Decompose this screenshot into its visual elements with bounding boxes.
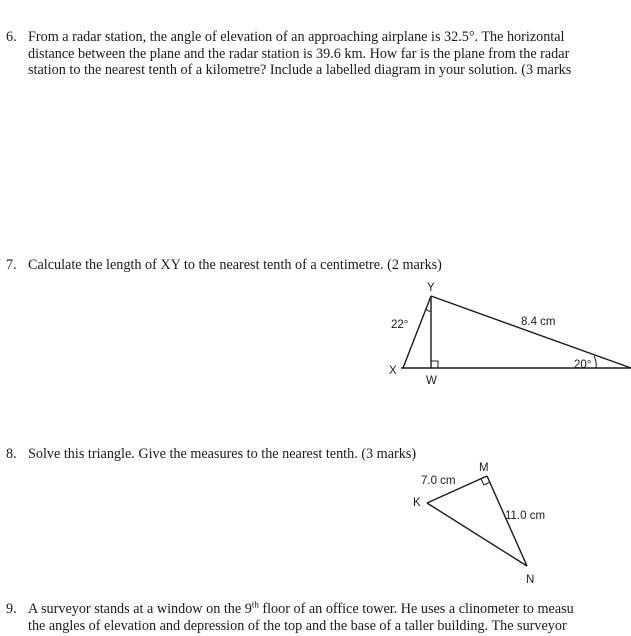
side-label-8-4: 8.4 cm [521, 316, 556, 328]
angle-label-20: 20° [574, 359, 592, 371]
question-text: Calculate the length of XY to the nearest tenth of a centimetre. (2 marks) [28, 257, 442, 273]
vertex-label-k: K [413, 497, 421, 509]
question-text: Solve this triangle. Give the measures to the nearest tenth. (3 marks) [28, 446, 417, 462]
question-text-line: distance between the plane and the radar station is 39.6 km. How far is the plane from the radar [28, 45, 570, 62]
question-number: 7. [6, 257, 17, 273]
question-text-line: station to the nearest tenth of a kilometre? Include a labelled diagram in your solution. (3 marks [28, 62, 572, 78]
side-label-7-0: 7.0 cm [421, 475, 456, 487]
vertex-label-y: Y [427, 282, 435, 294]
text-run: A surveyor stands at a window on the 9 [28, 601, 252, 617]
question-number: 9. [6, 601, 17, 617]
question-text-line [28, 601, 574, 618]
ordinal-suffix: th [251, 599, 259, 610]
question-9 [6, 601, 631, 636]
question-number: 6. [6, 29, 17, 45]
question-text [28, 601, 574, 634]
question-number: 8. [6, 446, 17, 462]
text-run: floor of an office tower. He uses a clinometer to measu [258, 601, 574, 617]
vertex-label-w: W [426, 375, 437, 387]
side-label-11-0: 11.0 cm [505, 510, 546, 522]
vertex-label-n: N [526, 574, 535, 586]
angle-label-22: 22° [391, 319, 409, 331]
question-text-line: the angles of elevation and depression of the top and the base of a taller building. The surveyor [28, 617, 567, 634]
vertex-label-m: M [479, 462, 489, 474]
vertex-label-x: X [389, 365, 397, 377]
question-text-line: From a radar station, the angle of elevation of an approaching airplane is 32.5°. The horizontal [28, 29, 565, 45]
